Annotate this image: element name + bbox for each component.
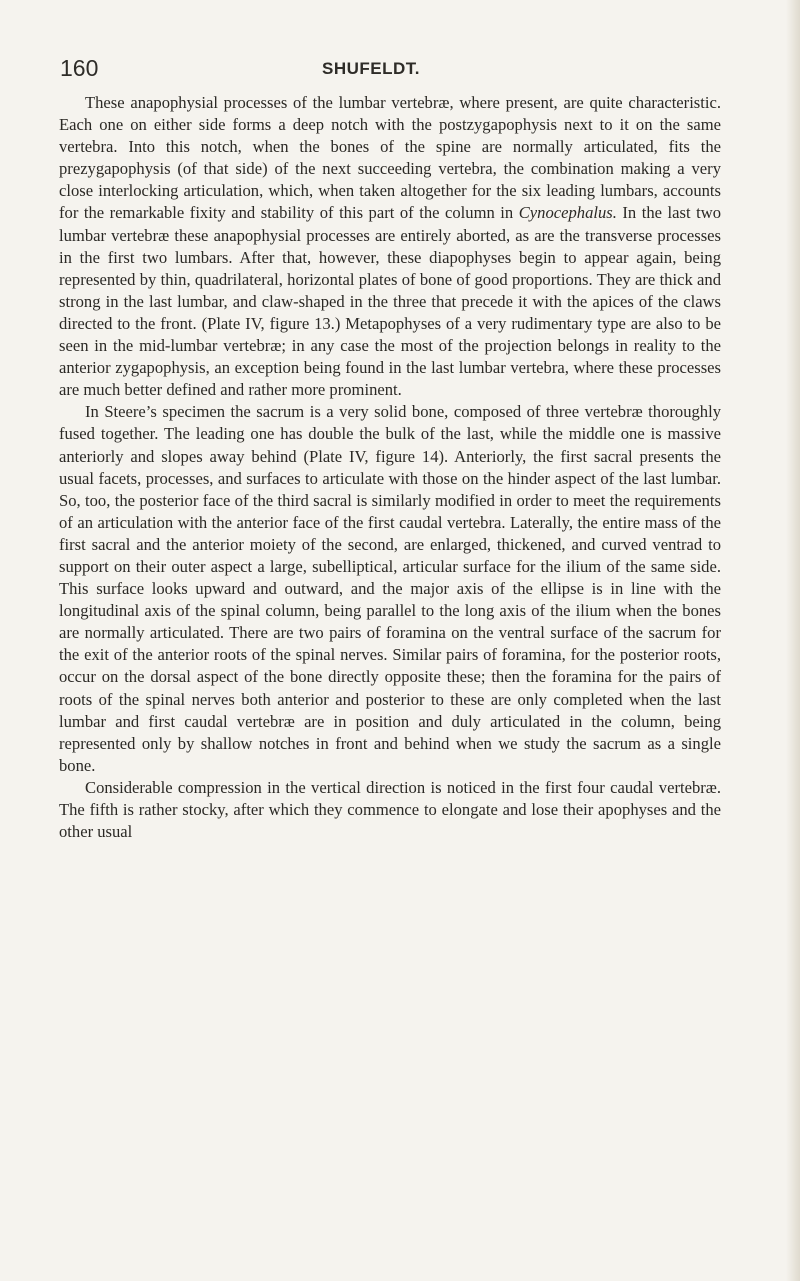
paragraph-lumbar-processes [59, 92, 721, 401]
page-header [60, 52, 722, 84]
paragraph-text: These anapophysial processes of the lumbar vertebræ, where present, are quite characteristic. Each one on either side forms a deep notch with the postzygapophysis next to it on the same vertebra. Into this notch, when the bones of the spine are normally articulated, fits the prezygapophysis (of that side) of the next succeeding vertebra, the combination making a very close interlocking articulation, which, when taken altogether for the six leading lumbars, accounts for the remarkable fixity and stability of this part of the column in [59, 93, 721, 223]
running-head: SHUFELDT. [322, 59, 420, 78]
body-text [59, 92, 721, 843]
paragraph-text: In the last two lumbar vertebræ these anapophysial processes are entirely aborted, as are the transverse processes in the first two lumbars. After that, however, these diapophyses begin to appear again, being represented by thin, quadrilateral, horizontal plates of bone of good proportions. They are thick and strong in the last lumbar, and claw-shaped in the three that precede it with the apices of the claws directed to the front. (Plate IV, figure 13.) Metapophyses of a very rudimentary type are also to be seen in the mid-lumbar vertebræ; in any case the most of the projection belongs in reality to the anterior zygapophysis, an exception being found in the last lumbar vertebra, where these processes are much better defined and rather more prominent. [59, 203, 721, 400]
paragraph-sacrum: In Steere’s specimen the sacrum is a very solid bone, composed of three vertebræ thoroughly fused together. The leading one has double the bulk of the last, while the middle one is massive anteriorly and slopes away behind (Plate IV, figure 14). Anteriorly, the first sacral presents the usual facets, processes, and surfaces to articulate with those on the hinder aspect of the last lumbar. So, too, the posterior face of the third sacral is similarly modified in order to meet the requirements of an articulation with the anterior face of the first caudal vertebra. Laterally, the entire mass of the first sacral and the anterior moiety of the second, are enlarged, thickened, and curved ventrad to support on their outer aspect a large, subelliptical, articular surface for the ilium of the same side. This surface looks upward and outward, and the major axis of the ellipse is in line with the longitudinal axis of the spinal column, being parallel to the long axis of the ilium when the bones are normally articulated. There are two pairs of foramina on the ventral surface of the sacrum for the exit of the anterior roots of the spinal nerves. Similar pairs of foramina, for the posterior roots, occur on the dorsal aspect of the bone directly opposite these; then the foramina for the pairs of roots of the spinal nerves both anterior and posterior to these are only completed when the last lumbar and first caudal vertebræ are in position and duly articulated in the column, being represented only by shallow notches in front and behind when we study the sacrum as a single bone. [59, 402, 721, 775]
genus-name: Cynocephalus. [518, 203, 617, 223]
page-edge-shadow [786, 0, 800, 1281]
paragraph-caudal: Considerable compression in the vertical direction is noticed in the first four caudal vertebræ. The fifth is rather stocky, after which they commence to elongate and lose their apophyses and the other usual [59, 777, 721, 842]
page-number: 160 [60, 55, 99, 81]
